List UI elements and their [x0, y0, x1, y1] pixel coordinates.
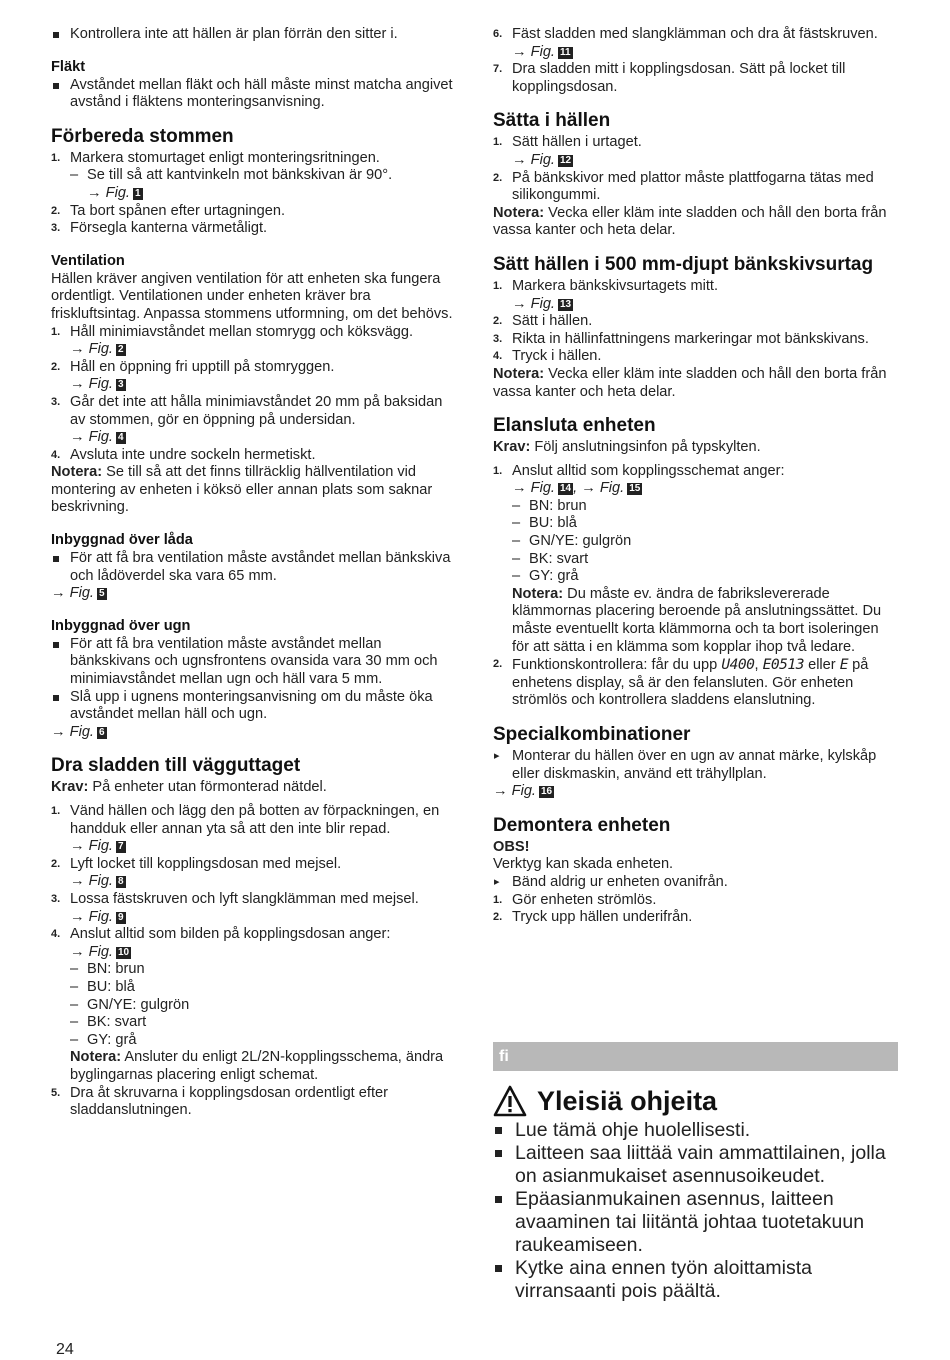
wire-item: – BK: svart	[70, 1014, 457, 1032]
obs-label: OBS!	[493, 838, 530, 855]
ugn-bullet: Slå upp i ugnens monteringsanvisning om du måste öka avståndet mellan häll och ugn.	[51, 689, 457, 724]
arrow-icon: →	[70, 429, 85, 446]
list-item: Laitteen saa liittää vain ammattilainen, jolla on asianmukaiset asennusoikeudet.	[493, 1142, 898, 1188]
arrow-icon: →	[581, 480, 596, 497]
fi-bullet-list	[493, 1119, 898, 1303]
figure-number: 5	[98, 588, 105, 600]
list-item: Epäasianmukainen asennus, laitteen avaaminen tai liitäntä johtaa tuotetakuun raukeamiseen.	[493, 1188, 898, 1257]
page-number: 24	[56, 1341, 74, 1358]
arrow-icon: →	[512, 151, 527, 168]
ugn-bullet: För att få bra ventilation måste avståndet mellan bänkskivans och ugnsfrontens ovansida vara 30 mm och minimiavståndet mellan ugn och häll vara 5 mm.	[51, 636, 457, 689]
wire-list	[512, 498, 899, 586]
special-heading: Specialkombinationer	[493, 724, 691, 745]
list-item: 3. Försegla kanterna värmetåligt.	[51, 220, 268, 237]
right-column	[493, 26, 899, 927]
wire-item: – GN/YE: gulgrön	[70, 997, 457, 1015]
language-code: fi	[499, 1048, 509, 1065]
obs-text: Verktyg kan skada enheten.	[493, 856, 674, 873]
figure-reference: → Fig. 11	[512, 43, 571, 60]
list-item: 4. Avsluta inte undre sockeln hermetiskt.	[51, 446, 316, 463]
figure-number: 16	[540, 786, 553, 798]
wire-item: – GN/YE: gulgrön	[512, 533, 899, 551]
figure-reference: → Fig. 13	[512, 295, 572, 312]
figure-number: 7	[117, 841, 124, 853]
left-column	[51, 26, 457, 1120]
figure-reference: → Fig. 7	[70, 838, 124, 855]
list-item: 1. Markera stomurtaget enligt monteringsritningen.	[51, 149, 380, 166]
note: Notera: Vecka eller kläm inte sladden och håll den borta från vassa kanter och heta delar.	[493, 204, 887, 239]
language-bar	[493, 1042, 898, 1071]
arrow-icon: →	[51, 723, 66, 740]
elansluta-heading: Elansluta enheten	[493, 415, 656, 437]
list-item: 1. Anslut alltid som kopplingsschemat anger:	[493, 462, 785, 479]
demontera-heading: Demontera enheten	[493, 814, 671, 836]
figure-number: 10	[117, 946, 130, 958]
wire-item: – GY: grå	[512, 568, 899, 586]
note: Notera: Ansluter du enligt 2L/2N-kopplingsschema, ändra byglingarnas placering enligt schemat.	[70, 1049, 444, 1083]
list-item: 3. Rikta in hällinfattningens markeringar mot bänkskivans.	[493, 330, 869, 347]
figure-number: 14	[559, 483, 572, 495]
arrow-icon: →	[87, 184, 102, 201]
fi-heading: Yleisiä ohjeita	[537, 1086, 718, 1116]
list-item: 2. Ta bort spånen efter urtagningen.	[51, 202, 286, 219]
arrow-icon: →	[70, 943, 85, 960]
dra-heading: Dra sladden till vägguttaget	[51, 755, 301, 777]
figure-number: 4	[117, 432, 124, 444]
figure-number: 9	[117, 911, 124, 923]
display-code: U400	[721, 656, 755, 674]
arrow-icon: →	[70, 341, 85, 358]
list-item: 2. Sätt i hällen.	[493, 313, 593, 330]
arrow-icon: →	[493, 783, 508, 800]
figure-reference: → Fig. 4	[70, 429, 124, 446]
arrow-icon: →	[70, 376, 85, 393]
fi-heading-row	[493, 1083, 898, 1119]
demontera-bullet: ▸ Bänd aldrig ur enheten ovanifrån.	[493, 874, 899, 892]
flakt-bullet: Avståndet mellan fläkt och häll måste minst matcha angivet avstånd i fläktens monteringsanvisning.	[51, 77, 457, 112]
ugn-heading: Inbyggnad över ugn	[51, 617, 191, 634]
figure-number: 2	[117, 344, 124, 356]
wire-item: – BN: brun	[512, 498, 899, 516]
list-item: 1. Vänd hällen och lägg den på botten av förpackningen, en handduk eller annan yta så att den inte blir repad.	[51, 803, 440, 837]
wire-item: – BU: blå	[70, 979, 457, 997]
list-item: 7. Dra sladden mitt i kopplingsdosan. Sätt på locket till kopplingsdosan.	[493, 61, 846, 95]
figure-reference: → Fig. 1	[87, 184, 141, 201]
list-item: 5. Dra åt skruvarna i kopplingsdosan ordentligt efter sladdanslutningen.	[51, 1084, 388, 1119]
lada-heading: Inbyggnad över låda	[51, 532, 193, 549]
arrow-icon: →	[70, 908, 85, 925]
special-bullet: ▸ Monterar du hällen över en ugn av annat märke, kylskåp eller diskmaskin, använd ett trähyllplan.	[493, 748, 899, 783]
figure-number: 6	[98, 726, 105, 738]
figure-reference: → Fig. 3	[70, 376, 124, 393]
arrow-icon: →	[512, 480, 527, 497]
list-item: 2. Håll en öppning fri upptill på stomryggen.	[51, 358, 335, 375]
arrow-icon: →	[70, 873, 85, 890]
satta-heading: Sätta i hällen	[493, 110, 611, 132]
figure-number: 11	[559, 46, 571, 58]
list-item: 4. Anslut alltid som bilden på kopplingsdosan anger:	[51, 926, 391, 943]
figure-reference: → Fig. 10	[70, 943, 130, 960]
figure-reference: → Fig. 6	[51, 723, 105, 740]
list-item: 3. Lossa fästskruven och lyft slangklämman med mejsel.	[51, 890, 419, 907]
figure-number: 3	[117, 379, 124, 391]
list-item: Lue tämä ohje huolellisesti.	[493, 1119, 898, 1142]
list-item: 1. Sätt hällen i urtaget.	[493, 134, 642, 151]
note: Notera: Se till så att det finns tillräcklig hällventilation vid montering av enheten i köksö eller annan plats som saknar beskrivning.	[51, 464, 433, 516]
list-item: 2. Tryck upp hällen underifrån.	[493, 909, 693, 926]
display-code: E	[839, 656, 849, 674]
list-item: 6. Fäst sladden med slangklämman och dra åt fästskruven.	[493, 26, 878, 42]
wire-item: – BK: svart	[512, 551, 899, 569]
warning-icon	[493, 1085, 527, 1117]
list-item: 2. Lyft locket till kopplingsdosan med mejsel.	[51, 855, 342, 872]
list-item: 1. Håll minimiavståndet mellan stomrygg och köksvägg.	[51, 323, 414, 340]
figure-number: 1	[134, 187, 141, 199]
arrow-icon: →	[512, 295, 527, 312]
wire-item: – BN: brun	[70, 961, 457, 979]
figure-number: 15	[629, 483, 641, 495]
wire-list	[70, 961, 457, 1049]
list-item: 1. Gör enheten strömlös.	[493, 891, 657, 908]
arrow-icon: →	[51, 585, 66, 602]
figure-reference: → Fig. 14 , → Fig. 15	[512, 480, 641, 497]
list-item: Kytke aina ennen työn aloittamista virransaanti pois päältä.	[493, 1257, 898, 1303]
wire-item: – GY: grå	[70, 1032, 457, 1050]
list-item: 2. På bänkskivor med plattor måste plattfogarna tätas med silikongummi.	[493, 169, 874, 204]
figure-number: 12	[559, 154, 572, 166]
wire-item: – BU: blå	[512, 515, 899, 533]
figure-reference: → Fig. 5	[51, 585, 105, 602]
note: Notera: Vecka eller kläm inte sladden och håll den borta från vassa kanter och heta delar.	[493, 365, 887, 400]
lada-bullet: För att få bra ventilation måste avståndet mellan bänkskiva och lådöverdel ska vara 65 mm.	[51, 550, 457, 585]
display-code: E0513	[762, 656, 805, 674]
list-item: 4. Tryck i hällen.	[493, 348, 602, 365]
intro-bullet: Kontrollera inte att hällen är plan förrän den sitter i.	[51, 26, 457, 44]
list-item: 3. Går det inte att hålla minimiavståndet 20 mm på baksidan av stommen, gör en öppning på undersidan.	[51, 393, 443, 428]
figure-reference: → Fig. 16	[493, 783, 553, 800]
arrow-icon: →	[70, 838, 85, 855]
list-item: – Se till så att kantvinkeln mot bänkskivan är 90°.	[70, 167, 457, 185]
figure-reference: → Fig. 2	[70, 341, 124, 358]
note: Notera: Du måste ev. ändra de fabrikslevererade klämmornas placering beroende på anslutningssättet. Du måste eventuellt korta klämmorna och ta bort isoleringen för att sätta i en klämma som kopplar ihop två ledare.	[512, 585, 882, 655]
krav: Krav: Följ anslutningsinfon på typskylten.	[493, 439, 761, 456]
list-item: 1. Markera bänkskivsurtagets mitt.	[493, 277, 719, 294]
figure-number: 13	[559, 298, 572, 310]
ventilation-intro: Hällen kräver angiven ventilation för att enheten ska fungera ordentligt. Ventilationen under enheten kräver bra friskluftsintag. Anpassa stommens utformning, om det behövs.	[51, 270, 453, 322]
djupt-heading: Sätt hällen i 500 mm-djupt bänkskivsurtag	[493, 253, 874, 275]
figure-number: 8	[117, 876, 124, 888]
figure-reference: → Fig. 9	[70, 908, 124, 925]
list-item: 2. Funktionskontrollera: får du upp U400, E0513 eller E på enhetens display, så är den felansluten. Gör enheten strömlös och kontrollera sladdens elanslutning.	[493, 656, 869, 709]
arrow-icon: →	[512, 43, 527, 60]
krav: Krav: På enheter utan förmonterad nätdel.	[51, 779, 327, 796]
forbereda-heading: Förbereda stommen	[51, 125, 234, 147]
ventilation-heading: Ventilation	[51, 252, 125, 269]
flakt-heading: Fläkt	[51, 58, 86, 75]
figure-reference: → Fig. 8	[70, 873, 124, 890]
figure-reference: → Fig. 12	[512, 151, 572, 168]
